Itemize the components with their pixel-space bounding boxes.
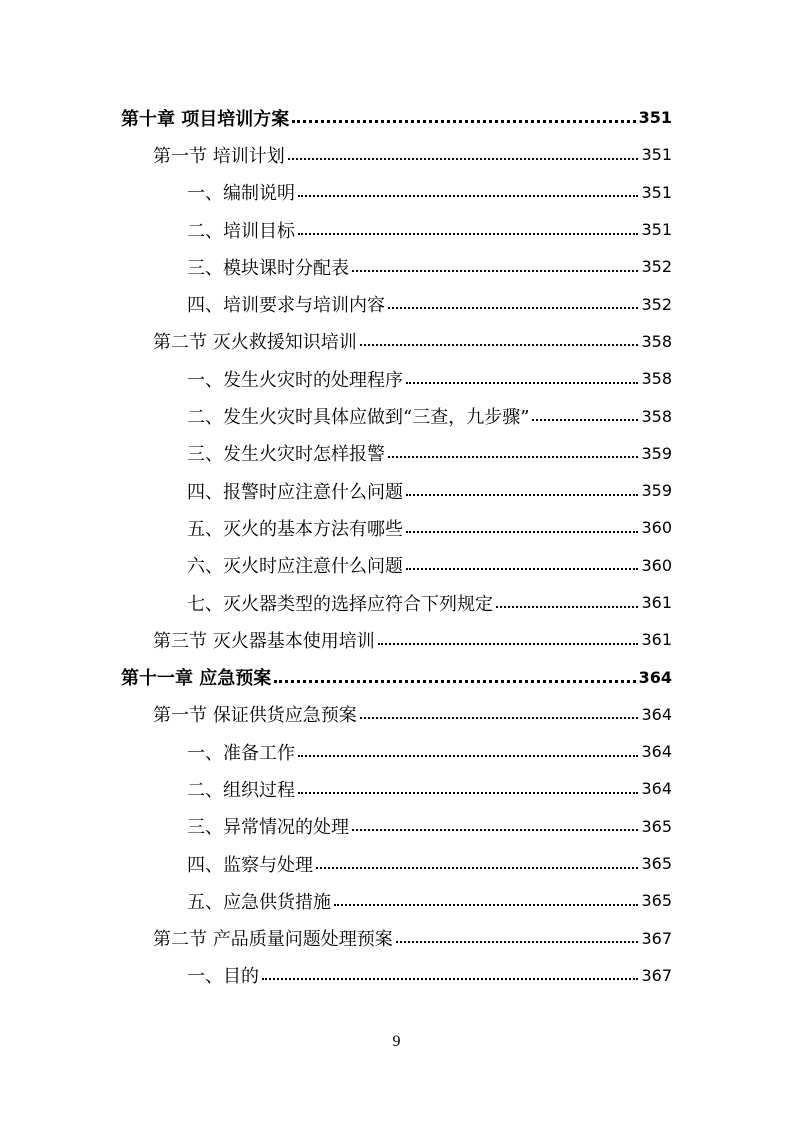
toc-entry-page: 358 <box>641 331 672 351</box>
toc-entry-page: 351 <box>638 108 672 128</box>
toc-entry[interactable] <box>0 472 793 509</box>
toc-entry-title: 第一节 培训计划 <box>153 145 285 167</box>
dot-leader <box>292 120 635 123</box>
toc-entry-page: 361 <box>641 630 672 650</box>
toc-entry-page: 367 <box>641 965 672 985</box>
dot-leader <box>298 233 638 235</box>
dot-leader <box>378 643 639 645</box>
toc-entry[interactable] <box>0 547 793 584</box>
toc-entry[interactable] <box>0 174 793 211</box>
toc-entry-title: 二、培训目标 <box>187 220 295 242</box>
toc-entry-page: 358 <box>641 406 672 426</box>
toc-entry-title: 三、模块课时分配表 <box>187 257 349 279</box>
dot-leader <box>360 344 639 346</box>
toc-entry-page: 367 <box>641 928 672 948</box>
toc-entry-page: 359 <box>641 443 672 463</box>
toc-entry-title: 第十一章 应急预案 <box>121 668 272 690</box>
toc-entry-title: 第一节 保证供货应急预案 <box>153 705 357 727</box>
toc-entry-title: 一、准备工作 <box>187 742 295 764</box>
toc-entry[interactable] <box>0 435 793 472</box>
toc-entry[interactable] <box>0 99 793 136</box>
toc-entry[interactable] <box>0 845 793 882</box>
toc-entry[interactable] <box>0 770 793 807</box>
toc-entry[interactable] <box>0 658 793 695</box>
toc-entry-page: 352 <box>641 257 672 277</box>
toc-entry[interactable] <box>0 621 793 658</box>
toc-entry-page: 360 <box>641 518 672 538</box>
toc-entry-page: 361 <box>641 593 672 612</box>
dot-leader <box>532 419 638 421</box>
toc-entry[interactable] <box>0 285 793 322</box>
toc-entry-title: 四、监察与处理 <box>187 854 313 876</box>
toc-entry-title: 五、应急供货措施 <box>187 891 331 913</box>
toc-entry-title: 一、发生火灾时的处理程序 <box>187 369 403 391</box>
toc-entry-page: 358 <box>641 369 672 389</box>
dot-leader <box>406 531 638 533</box>
toc-entry-title: 一、编制说明 <box>187 183 295 205</box>
toc-entry-title: 六、灭火时应注意什么问题 <box>187 556 403 578</box>
dot-leader <box>298 195 638 197</box>
toc-entry[interactable] <box>0 584 793 621</box>
toc-entry-title: 四、报警时应注意什么问题 <box>187 481 403 503</box>
toc-entry-page: 351 <box>641 145 672 165</box>
toc-entry-page: 364 <box>641 742 672 762</box>
toc-entry[interactable] <box>0 733 793 770</box>
toc-entry-page: 352 <box>641 294 672 314</box>
dot-leader <box>352 829 638 831</box>
toc-entry-page: 359 <box>641 481 672 501</box>
toc-entry[interactable] <box>0 211 793 248</box>
dot-leader <box>406 568 638 570</box>
dot-leader <box>388 307 638 309</box>
dot-leader <box>262 978 638 980</box>
toc-entry-title: 四、培训要求与培训内容 <box>187 295 385 317</box>
dot-leader <box>352 270 638 272</box>
toc-entry-title: 二、发生火灾时具体应做到“三查，九步骤” <box>187 407 530 429</box>
toc-entry-title: 五、灭火的基本方法有哪些 <box>187 518 403 540</box>
dot-leader <box>496 606 638 608</box>
dot-leader <box>334 904 638 906</box>
dot-leader <box>360 717 639 719</box>
dot-leader <box>288 158 639 160</box>
toc-entry-page: 351 <box>641 220 672 240</box>
toc-entry-page: 351 <box>641 182 672 202</box>
dot-leader <box>298 792 638 794</box>
toc-entry-page: 365 <box>641 854 672 874</box>
toc-entry-page: 365 <box>641 891 672 911</box>
toc-entry[interactable] <box>0 808 793 845</box>
dot-leader <box>406 382 638 384</box>
table-of-contents <box>0 99 793 994</box>
toc-entry-title: 第三节 灭火器基本使用培训 <box>153 630 375 652</box>
toc-entry-title: 三、发生火灾时怎样报警 <box>187 444 385 466</box>
toc-entry[interactable] <box>0 957 793 994</box>
toc-entry-page: 360 <box>641 555 672 575</box>
toc-entry-page: 364 <box>641 704 672 724</box>
toc-entry[interactable] <box>0 509 793 546</box>
toc-entry[interactable] <box>0 920 793 957</box>
toc-entry[interactable] <box>0 323 793 360</box>
toc-entry[interactable] <box>0 696 793 733</box>
dot-leader <box>396 941 639 943</box>
toc-entry-title: 一、目的 <box>187 966 259 988</box>
page-number: 9 <box>392 1033 401 1050</box>
toc-entry-title: 七、灭火器类型的选择应符合下列规定 <box>187 593 493 615</box>
toc-entry-title: 第二节 灭火救援知识培训 <box>153 332 357 354</box>
toc-entry-title: 第十章 项目培训方案 <box>121 108 290 130</box>
dot-leader <box>406 494 638 496</box>
dot-leader <box>274 680 635 683</box>
toc-entry-title: 二、组织过程 <box>187 779 295 801</box>
toc-entry[interactable] <box>0 882 793 919</box>
toc-entry-page: 365 <box>641 816 672 836</box>
toc-entry-title: 三、异常情况的处理 <box>187 817 349 839</box>
toc-entry-page: 364 <box>638 667 672 687</box>
toc-entry[interactable] <box>0 360 793 397</box>
dot-leader <box>298 755 638 757</box>
toc-entry-page: 364 <box>641 779 672 799</box>
toc-entry[interactable] <box>0 397 793 434</box>
dot-leader <box>388 456 638 458</box>
toc-entry-title: 第二节 产品质量问题处理预案 <box>153 929 393 951</box>
toc-entry[interactable] <box>0 248 793 285</box>
dot-leader <box>316 867 638 869</box>
toc-entry[interactable] <box>0 136 793 173</box>
